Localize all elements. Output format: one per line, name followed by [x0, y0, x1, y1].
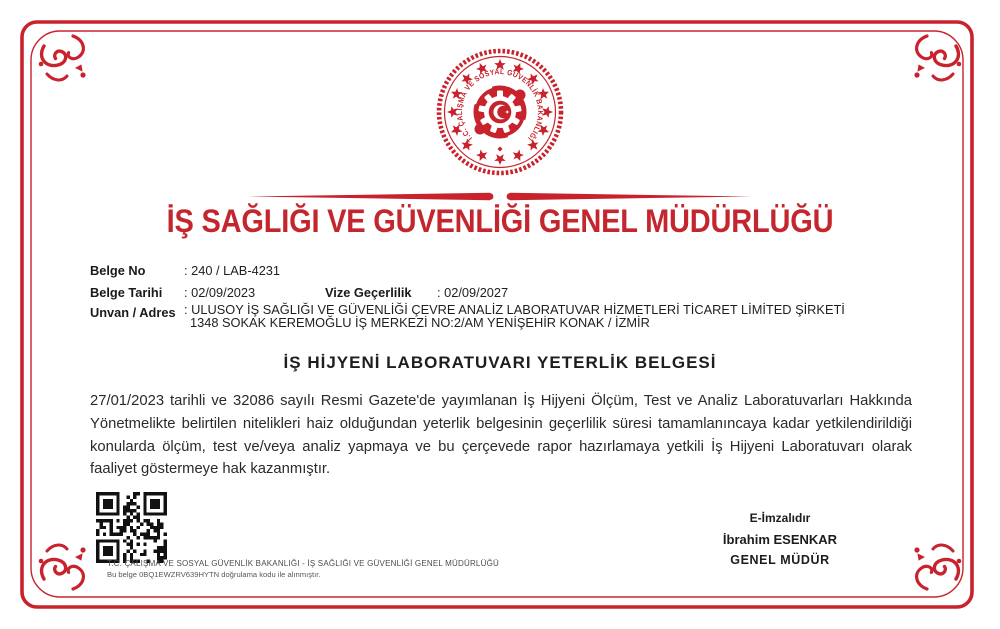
emblem-center-gear [474, 86, 527, 139]
divider-rule [248, 193, 752, 200]
unvan-adres-line1: : ULUSOY İŞ SAĞLIĞI VE GÜVENLİĞİ ÇEVRE ANALİZ LABORATUVAR HİZMETLERİ TİCARET LİMİTED ŞİRKETİ [184, 302, 845, 317]
corner-ornament-tl [39, 36, 86, 80]
certificate-body-text: 27/01/2023 tarihli ve 32086 sayılı Resmi Gazete'de yayımlanan İş Hijyeni Ölçüm, Test ve Analiz Laboratuvarları Hakkında Yönetmelikte belirtilen nitelikleri haiz olduğundan yeterlik belgesinin geçerlilik süresi tamamlanıncaya kadar yetkilendirildiği konularda ölçüm, test ve/veya analiz yapmaya ve bu çerçevede rapor hazırlamaya yetkili İş Hijyeni Laboratuvarı olarak faaliyet göstermeye hak kazanmıştır. [90, 393, 912, 478]
emblem-bottom-diamond [497, 146, 502, 151]
corner-ornament-br [914, 545, 961, 589]
vize-value: : 02/09/2027 [437, 285, 509, 300]
unvan-adres-line2: 1348 SOKAK KEREMOĞLU İŞ MERKEZİ NO:2/AM YENİŞEHİR KONAK / İZMİR [190, 315, 650, 330]
qr-code [96, 492, 167, 563]
belge-no-value: : 240 / LAB-4231 [184, 263, 281, 278]
signatory-name: İbrahim ESENKAR [722, 532, 838, 547]
certificate-subtitle: İŞ HİJYENİ LABORATUVARI YETERLİK BELGESİ [283, 353, 717, 372]
corner-ornament-bl [39, 545, 86, 589]
unvan-adres-label: Unvan / Adres [90, 305, 176, 320]
footer-ministry-line: T.C. ÇALIŞMA VE SOSYAL GÜVENLİK BAKANLIĞI - İŞ SAĞLIĞI VE GÜVENLİĞİ GENEL MÜDÜRLÜĞÜ [107, 559, 499, 568]
vize-label: Vize Geçerlilik [325, 285, 412, 300]
footer-verification-line: Bu belge 0BQ1EWZRV639HYTN doğrulama kodu ile alınmıştır. [107, 570, 321, 579]
page-title: İŞ SAĞLIĞI VE GÜVENLİĞİ GENEL MÜDÜRLÜĞÜ [166, 204, 834, 240]
belge-no-label: Belge No [90, 263, 146, 278]
corner-ornament-tr [914, 36, 961, 80]
belge-tarihi-label: Belge Tarihi [90, 285, 163, 300]
ministry-emblem [430, 42, 570, 182]
belge-tarihi-value: : 02/09/2023 [184, 285, 256, 300]
emblem-ring-text: T.C. ÇALIŞMA VE SOSYAL GÜVENLİK BAKANLIĞI [454, 66, 546, 144]
signatory-title: GENEL MÜDÜR [730, 553, 830, 567]
e-signature-label: E-İmzalıdır [749, 511, 811, 525]
